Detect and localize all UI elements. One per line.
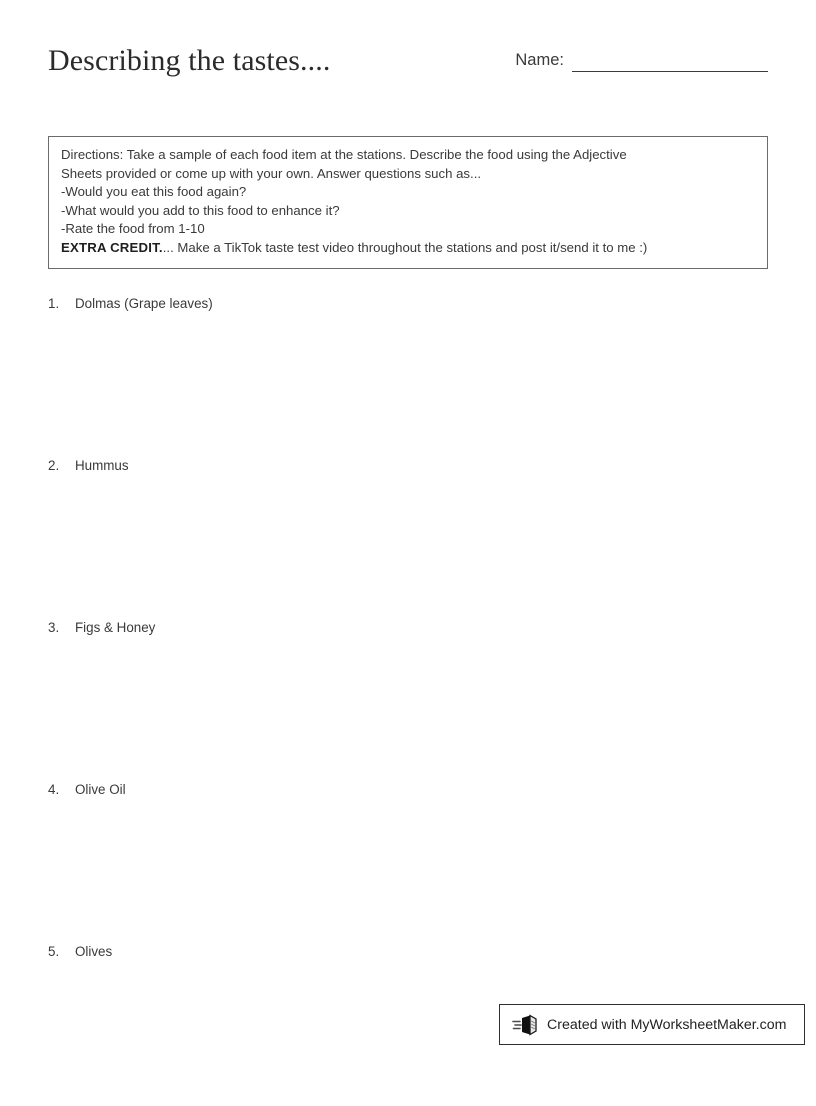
- flying-document-icon: [512, 1013, 538, 1037]
- page-title: Describing the tastes....: [48, 44, 331, 77]
- directions-line-4: -What would you add to this food to enhance it?: [61, 202, 340, 218]
- answer-space[interactable]: [48, 473, 768, 603]
- list-item-label: Dolmas (Grape leaves): [75, 296, 213, 311]
- created-with-label: Created with MyWorksheetMaker.com: [547, 1016, 787, 1033]
- answer-space[interactable]: [48, 311, 768, 441]
- name-field: [515, 52, 768, 72]
- list-item: [48, 296, 768, 458]
- list-item-heading: [48, 944, 768, 959]
- name-label: Name:: [515, 51, 564, 69]
- list-item-heading: [48, 458, 768, 473]
- food-item-list: [48, 296, 768, 1106]
- list-item: [48, 620, 768, 782]
- list-item-label: Olive Oil: [75, 782, 126, 797]
- directions-line-2: Sheets provided or come up with your own. Answer questions such as...: [61, 165, 482, 181]
- list-item-number: 3.: [48, 620, 60, 635]
- answer-space[interactable]: [48, 635, 768, 765]
- list-item-number: 1.: [48, 296, 60, 311]
- list-item-number: 2.: [48, 458, 60, 473]
- extra-credit-text: ... Make a TikTok taste test video throughout the stations and post it/send it to me :): [162, 239, 648, 255]
- name-input-line[interactable]: [572, 56, 768, 72]
- worksheet-header: [48, 44, 768, 96]
- list-item-heading: [48, 782, 768, 797]
- list-item-number: 4.: [48, 782, 60, 797]
- created-with-badge[interactable]: [499, 1004, 805, 1045]
- directions-extra-credit-line: [61, 239, 755, 258]
- directions-line-5: -Rate the food from 1-10: [61, 221, 205, 237]
- list-item-label: Hummus: [75, 458, 129, 473]
- list-item-label: Figs & Honey: [75, 620, 156, 635]
- directions-line-3: -Would you eat this food again?: [61, 184, 247, 200]
- list-item-number: 5.: [48, 944, 60, 959]
- extra-credit-label: EXTRA CREDIT.: [61, 239, 163, 255]
- directions-box: [48, 136, 768, 269]
- list-item-heading: [48, 620, 768, 635]
- list-item: [48, 458, 768, 620]
- list-item-label: Olives: [75, 944, 113, 959]
- list-item: [48, 782, 768, 944]
- directions-line-1: Directions: Take a sample of each food item at the stations. Describe the food using the Adjective: [61, 147, 627, 162]
- answer-space[interactable]: [48, 797, 768, 927]
- list-item-heading: [48, 296, 768, 311]
